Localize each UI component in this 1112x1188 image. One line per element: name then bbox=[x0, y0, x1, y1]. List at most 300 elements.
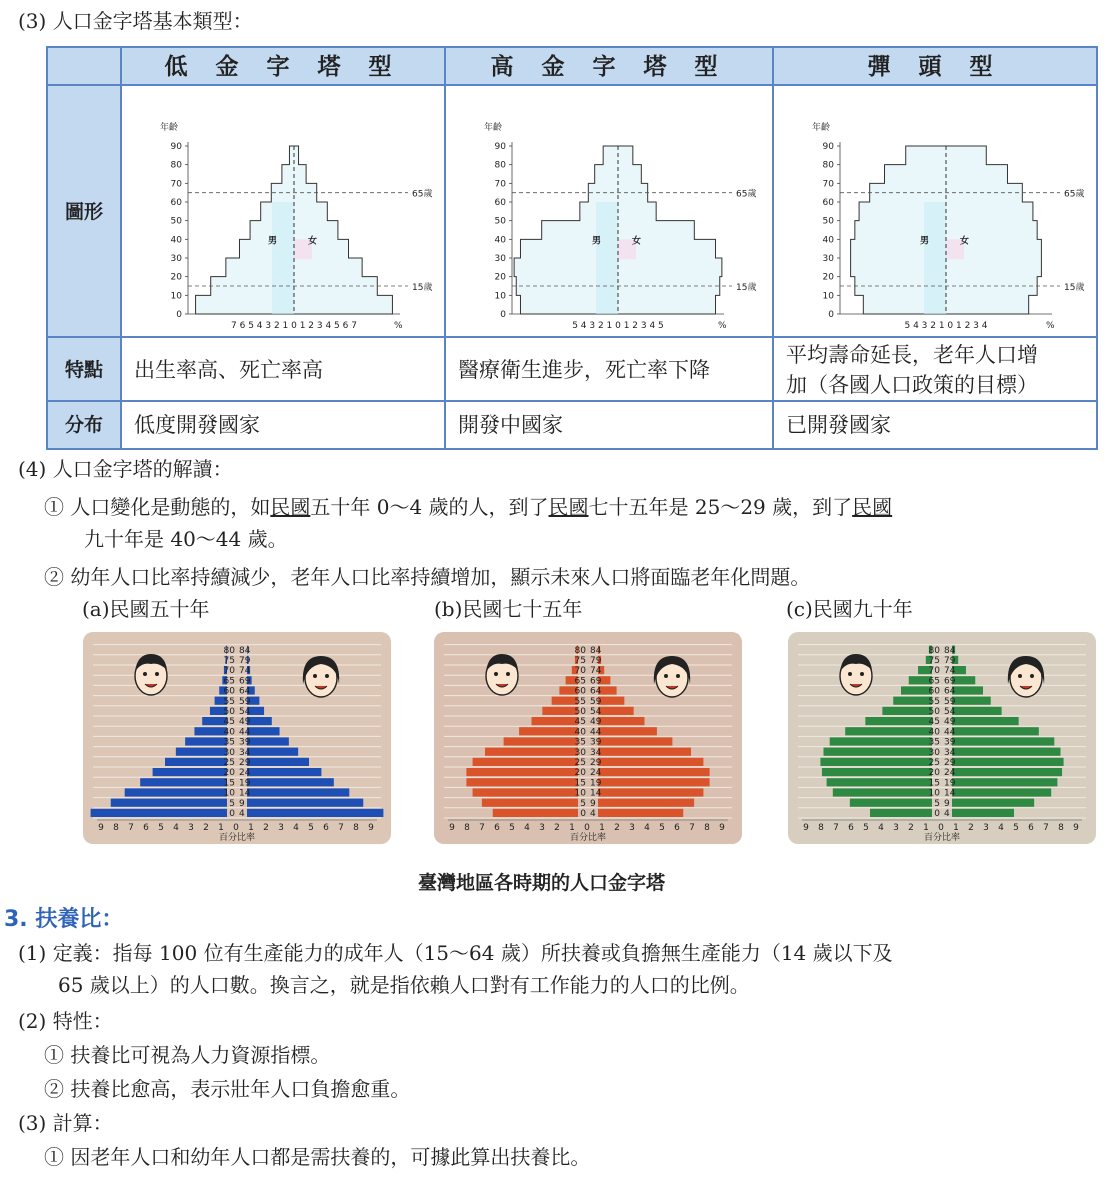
header-high: 高 金 字 塔 型 bbox=[446, 48, 774, 86]
age-label-left: 35 bbox=[574, 737, 586, 748]
male-label: 男 bbox=[268, 236, 278, 247]
row-label-distribution: 分布 bbox=[48, 402, 122, 448]
male-bar bbox=[165, 758, 227, 766]
feature-bullet-line1: 平均壽命延長，老年人口增 bbox=[786, 343, 1038, 367]
axis-tick: 5 bbox=[308, 823, 314, 833]
age-label-left: 30 bbox=[574, 747, 586, 758]
age-axis-label: 年齡 bbox=[160, 123, 179, 133]
age-tick-label: 60 bbox=[494, 198, 506, 208]
age-label-right: 14 bbox=[944, 788, 956, 799]
item1-underline-2: 民國 bbox=[548, 495, 589, 519]
age-label-left: 75 bbox=[574, 656, 586, 666]
age-label-right: 34 bbox=[239, 747, 251, 758]
axis-tick: 7 bbox=[833, 823, 839, 833]
age-label-left: 10 bbox=[223, 788, 235, 799]
row-label-features: 特點 bbox=[48, 338, 122, 402]
female-bar bbox=[247, 727, 280, 735]
age-label-right: 44 bbox=[590, 727, 602, 738]
female-bar bbox=[952, 737, 1054, 745]
age-label-left: 25 bbox=[574, 758, 586, 768]
age-label-right: 74 bbox=[590, 666, 602, 677]
age-label-left: 55 bbox=[574, 696, 586, 707]
female-bar bbox=[952, 697, 991, 705]
age-label-left: 20 bbox=[223, 768, 235, 779]
axis-tick: 2 bbox=[554, 823, 560, 833]
age-tick-label: 80 bbox=[494, 160, 506, 171]
axis-tick: 3 bbox=[893, 823, 899, 833]
age-label-left: 80 bbox=[574, 645, 586, 656]
female-bar bbox=[598, 799, 694, 807]
male-bar bbox=[542, 707, 578, 715]
label-65: 65歲 bbox=[412, 189, 433, 200]
female-bar bbox=[952, 676, 975, 684]
age-tick-label: 40 bbox=[822, 235, 834, 246]
axis-tick: 9 bbox=[449, 823, 455, 833]
age-label-right: 54 bbox=[239, 707, 251, 717]
age-tick-label: 0 bbox=[500, 310, 506, 320]
axis-tick: 0 bbox=[233, 823, 239, 833]
male-bar bbox=[91, 809, 227, 817]
age-label-right: 79 bbox=[944, 656, 956, 666]
axis-tick: 0 bbox=[938, 823, 944, 833]
feature-bullet-line2: 加（各國人口政策的目標） bbox=[786, 373, 1038, 397]
female-bar bbox=[247, 768, 321, 776]
chart-cell-high bbox=[446, 86, 774, 338]
female-bar bbox=[598, 758, 703, 766]
male-label: 男 bbox=[920, 236, 930, 247]
interpretation-item1-line1 bbox=[44, 494, 892, 520]
age-tick-label: 90 bbox=[822, 142, 834, 152]
age-label-right: 64 bbox=[590, 686, 602, 697]
male-bar bbox=[830, 737, 932, 745]
boy-face-icon-eye-left bbox=[848, 672, 852, 676]
age-label-right: 9 bbox=[590, 798, 596, 809]
label-65: 65歲 bbox=[736, 189, 757, 200]
age-label-right: 39 bbox=[944, 737, 956, 748]
interpretation-heading: (4) 人口金字塔的解讀： bbox=[18, 457, 233, 481]
axis-tick: 4 bbox=[644, 823, 650, 833]
male-bar bbox=[519, 727, 578, 735]
female-bar bbox=[598, 697, 624, 705]
age-tick-label: 20 bbox=[170, 272, 182, 283]
interpretation-item2: ② 幼年人口比率持續減少，老年人口比率持續增加，顯示未來人口將面臨老年化問題。 bbox=[44, 565, 811, 589]
male-bar bbox=[822, 768, 932, 776]
female-bar bbox=[952, 778, 1057, 786]
axis-tick: 8 bbox=[464, 823, 470, 833]
male-bar bbox=[194, 727, 227, 735]
age-label-left: 40 bbox=[574, 727, 586, 738]
male-bar bbox=[493, 809, 578, 817]
age-tick-label: 40 bbox=[494, 235, 506, 246]
chart-cell-low bbox=[122, 86, 446, 338]
axis-tick: 8 bbox=[353, 823, 359, 833]
axis-tick: 3 bbox=[629, 823, 635, 833]
properties-heading: (2) 特性： bbox=[18, 1009, 113, 1033]
male-bar bbox=[845, 727, 932, 735]
female-label: 女 bbox=[960, 236, 970, 247]
axis-tick: 2 bbox=[263, 823, 269, 833]
age-tick-label: 20 bbox=[494, 272, 506, 283]
chart-cell-bullet bbox=[774, 86, 1096, 338]
age-tick-label: 80 bbox=[822, 160, 834, 171]
age-label-left: 0 bbox=[934, 809, 940, 819]
female-bar bbox=[247, 799, 363, 807]
age-label-right: 69 bbox=[239, 676, 251, 687]
female-bar bbox=[952, 768, 1062, 776]
axis-tick: 5 bbox=[863, 823, 869, 833]
age-label-left: 45 bbox=[574, 717, 586, 728]
axis-tick: 9 bbox=[719, 823, 725, 833]
male-bar bbox=[901, 686, 932, 694]
age-tick-label: 40 bbox=[170, 235, 182, 246]
header-low: 低 金 字 塔 型 bbox=[122, 48, 446, 86]
x-tick-labels: 5 4 3 2 1 0 1 2 3 4 bbox=[904, 321, 988, 331]
age-label-left: 50 bbox=[574, 707, 586, 717]
bullet-pyramid-chart bbox=[774, 86, 1096, 336]
age-label-right: 24 bbox=[239, 768, 251, 779]
female-bar bbox=[952, 717, 1019, 725]
girl-face-icon-eye-left bbox=[664, 674, 668, 678]
age-label-right: 39 bbox=[239, 737, 251, 748]
age-label-left: 50 bbox=[223, 707, 235, 717]
label-15: 15歲 bbox=[736, 283, 757, 293]
axis-tick: 3 bbox=[539, 823, 545, 833]
dependency-heading: 3. 扶養比： bbox=[4, 907, 124, 932]
age-label-left: 50 bbox=[928, 707, 940, 717]
male-bar bbox=[153, 768, 227, 776]
male-bar bbox=[820, 758, 932, 766]
axis-tick: 2 bbox=[908, 823, 914, 833]
pct-label: % bbox=[1046, 321, 1055, 331]
female-bar bbox=[598, 748, 691, 756]
age-label-right: 64 bbox=[239, 686, 251, 697]
axis-tick: 9 bbox=[1073, 823, 1079, 833]
axis-tick: 7 bbox=[689, 823, 695, 833]
feature-low: 出生率高、死亡率高 bbox=[122, 338, 446, 402]
age-label-left: 5 bbox=[934, 798, 940, 809]
age-label-left: 0 bbox=[580, 809, 586, 819]
girl-face-icon-eye-right bbox=[1030, 674, 1034, 678]
male-bar bbox=[176, 748, 227, 756]
pyramid-a-panel bbox=[83, 632, 391, 844]
axis-tick: 4 bbox=[524, 823, 530, 833]
age-label-right: 24 bbox=[944, 768, 956, 779]
age-tick-label: 60 bbox=[822, 198, 834, 208]
male-bar bbox=[827, 778, 932, 786]
age-label-right: 9 bbox=[944, 798, 950, 809]
age-label-right: 9 bbox=[239, 798, 245, 809]
axis-tick: 7 bbox=[479, 823, 485, 833]
age-label-right: 59 bbox=[590, 696, 602, 707]
axis-tick: 6 bbox=[1028, 823, 1034, 833]
age-label-left: 15 bbox=[574, 778, 586, 789]
axis-tick: 4 bbox=[878, 823, 884, 833]
axis-tick: 9 bbox=[368, 823, 374, 833]
section-heading: (3) 人口金字塔基本類型： bbox=[18, 9, 253, 33]
definition-line1: (1) 定義：指每 100 位有生產能力的成年人（15～64 歲）所扶養或負擔無生產能力（14 歲以下及 bbox=[18, 941, 893, 965]
male-tint bbox=[272, 202, 294, 314]
female-bar bbox=[952, 748, 1061, 756]
definition-line2: 65 歲以上）的人口數。換言之，就是指依賴人口對有工作能力的人口的比例。 bbox=[58, 973, 750, 997]
male-bar bbox=[893, 697, 932, 705]
pyramid-label-c: (c)民國九十年 bbox=[786, 597, 913, 621]
male-bar bbox=[466, 778, 578, 786]
male-label: 男 bbox=[592, 236, 602, 247]
age-tick-label: 70 bbox=[494, 179, 506, 190]
axis-tick: 0 bbox=[584, 823, 590, 833]
axis-tick: 8 bbox=[704, 823, 710, 833]
female-bar bbox=[598, 768, 710, 776]
male-bar bbox=[466, 768, 578, 776]
male-bar bbox=[504, 737, 578, 745]
female-bar bbox=[598, 737, 672, 745]
item1-part-a: ① 人口變化是動態的，如 bbox=[44, 495, 271, 519]
age-tick-label: 10 bbox=[494, 291, 506, 302]
age-label-right: 19 bbox=[239, 778, 251, 789]
age-label-left: 0 bbox=[229, 809, 235, 819]
item1-part-b: 五十年 0～4 歲的人，到了 bbox=[310, 495, 549, 519]
axis-tick: 1 bbox=[599, 823, 605, 833]
age-label-left: 75 bbox=[928, 656, 940, 666]
male-bar bbox=[473, 758, 578, 766]
pyramid-label-a: (a)民國五十年 bbox=[82, 597, 210, 621]
age-axis-label: 年齡 bbox=[484, 123, 503, 133]
axis-tick: 6 bbox=[494, 823, 500, 833]
pyramid-a-chart bbox=[83, 632, 391, 844]
age-label-left: 65 bbox=[223, 676, 235, 687]
axis-tick: 5 bbox=[659, 823, 665, 833]
male-bar bbox=[870, 809, 932, 817]
age-tick-label: 30 bbox=[170, 254, 182, 264]
age-label-left: 70 bbox=[574, 666, 586, 677]
age-tick-label: 30 bbox=[822, 254, 834, 264]
age-label-left: 40 bbox=[928, 727, 940, 738]
age-label-right: 49 bbox=[590, 717, 602, 728]
axis-tick: 7 bbox=[128, 823, 134, 833]
axis-tick: 4 bbox=[173, 823, 179, 833]
female-bar bbox=[247, 809, 383, 817]
female-bar bbox=[598, 778, 710, 786]
female-bar bbox=[952, 799, 1034, 807]
age-label-right: 4 bbox=[944, 809, 950, 819]
pyramids-caption: 臺灣地區各時期的人口金字塔 bbox=[418, 872, 666, 894]
age-label-right: 64 bbox=[944, 686, 956, 697]
age-label-right: 24 bbox=[590, 768, 602, 779]
label-15: 15歲 bbox=[412, 283, 433, 293]
age-label-left: 70 bbox=[928, 666, 940, 677]
age-label-left: 80 bbox=[223, 645, 235, 656]
age-tick-label: 70 bbox=[822, 179, 834, 190]
female-bar bbox=[598, 707, 634, 715]
distribution-high: 開發中國家 bbox=[446, 402, 774, 448]
male-bar bbox=[111, 799, 227, 807]
axis-label: 百分比率 bbox=[923, 833, 961, 843]
age-tick-label: 50 bbox=[170, 216, 182, 227]
female-bar bbox=[952, 788, 1051, 796]
age-label-right: 84 bbox=[944, 645, 956, 656]
age-label-left: 55 bbox=[928, 696, 940, 707]
age-label-left: 45 bbox=[223, 717, 235, 728]
age-label-left: 45 bbox=[928, 717, 940, 728]
age-label-left: 25 bbox=[223, 758, 235, 768]
female-label: 女 bbox=[308, 236, 318, 247]
feature-high: 醫療衛生進步，死亡率下降 bbox=[446, 338, 774, 402]
age-tick-label: 10 bbox=[822, 291, 834, 302]
age-tick-label: 80 bbox=[170, 160, 182, 171]
axis-tick: 3 bbox=[983, 823, 989, 833]
low-pyramid-chart bbox=[122, 86, 444, 336]
label-65: 65歲 bbox=[1064, 189, 1085, 200]
age-label-left: 20 bbox=[574, 768, 586, 779]
age-label-right: 39 bbox=[590, 737, 602, 748]
axis-tick: 9 bbox=[803, 823, 809, 833]
age-label-left: 10 bbox=[574, 788, 586, 799]
pyramid-types-table bbox=[46, 46, 1098, 450]
pyramid-b-panel bbox=[434, 632, 742, 844]
age-label-right: 4 bbox=[239, 809, 245, 819]
item1-underline-3: 民國 bbox=[852, 495, 893, 519]
female-bar bbox=[598, 717, 645, 725]
distribution-low: 低度開發國家 bbox=[122, 402, 446, 448]
axis-tick: 7 bbox=[1043, 823, 1049, 833]
age-label-right: 54 bbox=[944, 707, 956, 717]
age-label-right: 34 bbox=[590, 747, 602, 758]
pct-label: % bbox=[718, 321, 727, 331]
male-tint bbox=[596, 202, 618, 314]
age-label-right: 14 bbox=[590, 788, 602, 799]
age-axis-label: 年齡 bbox=[812, 123, 831, 133]
age-label-left: 40 bbox=[223, 727, 235, 738]
age-tick-label: 60 bbox=[170, 198, 182, 208]
age-tick-label: 90 bbox=[170, 142, 182, 152]
interpretation-item1-line2: 九十年是 40～44 歲。 bbox=[84, 527, 288, 551]
axis-tick: 8 bbox=[113, 823, 119, 833]
age-label-left: 30 bbox=[223, 747, 235, 758]
age-tick-label: 50 bbox=[822, 216, 834, 227]
pyramid-c-chart bbox=[788, 632, 1096, 844]
axis-tick: 5 bbox=[509, 823, 515, 833]
age-label-right: 79 bbox=[590, 656, 602, 666]
male-bar bbox=[532, 717, 579, 725]
axis-tick: 3 bbox=[278, 823, 284, 833]
age-tick-label: 90 bbox=[494, 142, 506, 152]
axis-tick: 6 bbox=[143, 823, 149, 833]
axis-tick: 1 bbox=[953, 823, 959, 833]
age-tick-label: 0 bbox=[176, 310, 182, 320]
male-bar bbox=[833, 788, 932, 796]
girl-face-icon-eye-left bbox=[1018, 674, 1022, 678]
calculation-1: ① 因老年人口和幼年人口都是需扶養的，可據此算出扶養比。 bbox=[44, 1145, 591, 1169]
axis-tick: 6 bbox=[674, 823, 680, 833]
male-bar bbox=[865, 717, 932, 725]
age-tick-label: 20 bbox=[822, 272, 834, 283]
age-label-left: 35 bbox=[928, 737, 940, 748]
girl-face-icon-eye-left bbox=[313, 674, 317, 678]
male-bar bbox=[482, 799, 578, 807]
property-2: ② 扶養比愈高，表示壯年人口負擔愈重。 bbox=[44, 1077, 411, 1101]
age-label-left: 15 bbox=[928, 778, 940, 789]
age-label-left: 20 bbox=[928, 768, 940, 779]
boy-face-icon-eye-right bbox=[155, 672, 159, 676]
axis-tick: 1 bbox=[218, 823, 224, 833]
male-bar bbox=[140, 778, 227, 786]
header-bullet: 彈 頭 型 bbox=[774, 48, 1096, 86]
pyramid-b-chart bbox=[434, 632, 742, 844]
axis-tick: 5 bbox=[158, 823, 164, 833]
axis-tick: 1 bbox=[923, 823, 929, 833]
pyramid-label-b: (b)民國七十五年 bbox=[434, 597, 583, 621]
axis-tick: 7 bbox=[338, 823, 344, 833]
axis-tick: 6 bbox=[848, 823, 854, 833]
axis-tick: 4 bbox=[998, 823, 1004, 833]
age-label-left: 70 bbox=[223, 666, 235, 677]
age-label-left: 5 bbox=[580, 798, 586, 809]
age-label-right: 59 bbox=[239, 696, 251, 707]
age-label-right: 54 bbox=[590, 707, 602, 717]
female-bar bbox=[247, 758, 309, 766]
male-tint bbox=[924, 202, 946, 314]
female-bar bbox=[247, 737, 289, 745]
item1-underline-1: 民國 bbox=[270, 495, 311, 519]
age-label-right: 84 bbox=[590, 645, 602, 656]
age-tick-label: 10 bbox=[170, 291, 182, 302]
row-label-shape: 圖形 bbox=[48, 86, 122, 338]
age-label-left: 5 bbox=[229, 798, 235, 809]
age-label-left: 65 bbox=[928, 676, 940, 687]
female-bar bbox=[952, 707, 1002, 715]
age-label-left: 10 bbox=[928, 788, 940, 799]
male-bar bbox=[824, 748, 933, 756]
axis-tick: 2 bbox=[968, 823, 974, 833]
axis-tick: 2 bbox=[203, 823, 209, 833]
axis-label: 百分比率 bbox=[569, 833, 607, 843]
age-label-right: 49 bbox=[944, 717, 956, 728]
age-label-right: 34 bbox=[944, 747, 956, 758]
age-label-left: 55 bbox=[223, 696, 235, 707]
male-bar bbox=[850, 799, 932, 807]
age-label-right: 74 bbox=[944, 666, 956, 677]
axis-tick: 9 bbox=[98, 823, 104, 833]
girl-face-icon-eye-right bbox=[325, 674, 329, 678]
female-bar bbox=[247, 788, 349, 796]
axis-tick: 5 bbox=[1013, 823, 1019, 833]
age-tick-label: 0 bbox=[828, 310, 834, 320]
age-tick-label: 50 bbox=[494, 216, 506, 227]
label-15: 15歲 bbox=[1064, 283, 1085, 293]
age-label-right: 59 bbox=[944, 696, 956, 707]
age-label-right: 49 bbox=[239, 717, 251, 728]
age-label-right: 19 bbox=[944, 778, 956, 789]
male-bar bbox=[125, 788, 227, 796]
male-bar bbox=[485, 748, 578, 756]
age-label-left: 25 bbox=[928, 758, 940, 768]
age-label-right: 69 bbox=[944, 676, 956, 687]
boy-face-icon-eye-right bbox=[506, 672, 510, 676]
axis-tick: 6 bbox=[323, 823, 329, 833]
age-label-right: 14 bbox=[239, 788, 251, 799]
male-bar bbox=[882, 707, 932, 715]
axis-tick: 1 bbox=[248, 823, 254, 833]
female-bar bbox=[952, 686, 983, 694]
girl-face-icon-eye-right bbox=[676, 674, 680, 678]
pct-label: % bbox=[394, 321, 403, 331]
age-label-left: 80 bbox=[928, 645, 940, 656]
female-bar bbox=[952, 758, 1064, 766]
property-1: ① 扶養比可視為人力資源指標。 bbox=[44, 1043, 331, 1067]
female-label: 女 bbox=[632, 236, 642, 247]
age-label-left: 65 bbox=[574, 676, 586, 687]
pyramid-c-panel bbox=[788, 632, 1096, 844]
